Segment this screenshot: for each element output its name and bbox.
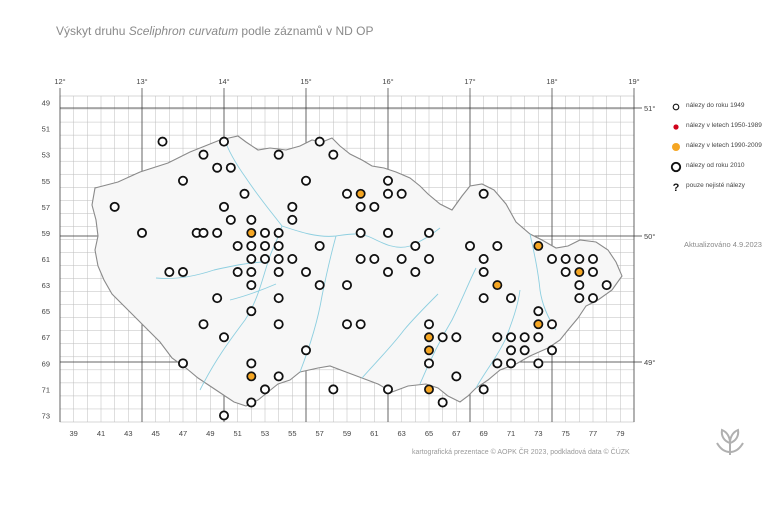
record-marker: [227, 164, 235, 172]
record-marker: [439, 333, 447, 341]
record-marker: [425, 255, 433, 263]
record-orange-marker: [357, 190, 365, 198]
record-marker: [384, 385, 392, 393]
column-label: 75: [561, 429, 570, 438]
record-marker: [425, 359, 433, 367]
longitude-label: 16°: [382, 77, 394, 86]
record-marker: [247, 268, 255, 276]
record-marker: [507, 359, 515, 367]
record-orange-marker: [425, 346, 433, 354]
record-marker: [247, 281, 255, 289]
record-marker: [480, 190, 488, 198]
svg-text:?: ?: [672, 182, 680, 193]
legend-item-post2010: [670, 160, 780, 180]
record-marker: [275, 229, 283, 237]
record-marker: [302, 346, 310, 354]
column-label: 53: [260, 429, 270, 438]
row-label: 57: [41, 202, 50, 212]
longitude-label: 12°: [54, 77, 66, 86]
row-label: 73: [41, 411, 50, 421]
record-marker: [521, 333, 529, 341]
record-orange-marker: [493, 281, 501, 289]
legend: [670, 100, 780, 200]
legend-item-uncertain: [670, 180, 780, 200]
row-label: 53: [41, 150, 50, 160]
record-marker: [384, 229, 392, 237]
row-label: 71: [41, 385, 50, 395]
record-marker: [548, 320, 556, 328]
column-label: 59: [342, 429, 352, 438]
legend-label: nálezy v letech 1990-2009: [686, 142, 762, 149]
row-label: 63: [41, 281, 50, 291]
record-marker: [534, 307, 542, 315]
record-marker: [179, 359, 187, 367]
record-marker: [213, 164, 221, 172]
record-marker: [507, 294, 515, 302]
column-label: 65: [424, 429, 434, 438]
column-label: 45: [151, 429, 160, 438]
column-label: 79: [616, 429, 625, 438]
record-marker: [384, 190, 392, 198]
row-label: 69: [41, 359, 50, 369]
grid-column-labels: [69, 429, 624, 438]
legend-label: nálezy do roku 1949: [686, 102, 745, 109]
legend-item-1990-2009: [670, 140, 780, 160]
record-marker: [466, 242, 474, 250]
record-marker: [370, 255, 378, 263]
grid-row-labels: [42, 99, 50, 421]
record-marker: [138, 229, 146, 237]
record-marker: [343, 190, 351, 198]
record-marker: [275, 320, 283, 328]
legend-label: nálezy od roku 2010: [686, 162, 745, 169]
column-label: 51: [233, 429, 242, 438]
record-marker: [343, 281, 351, 289]
column-label: 55: [288, 429, 297, 438]
record-marker: [493, 333, 501, 341]
column-label: 41: [96, 429, 106, 438]
record-marker: [220, 203, 228, 211]
record-marker: [247, 255, 255, 263]
column-label: 69: [479, 429, 488, 438]
column-label: 61: [370, 429, 379, 438]
record-marker: [521, 346, 529, 354]
title-suffix: podle záznamů v ND OP: [238, 24, 374, 38]
record-marker: [507, 333, 515, 341]
bold-open-circle-icon: [670, 161, 682, 173]
record-marker: [220, 138, 228, 146]
record-marker: [480, 268, 488, 276]
legend-label: nálezy v letech 1950-1989: [686, 122, 762, 129]
latitude-label: 49°: [644, 358, 656, 367]
record-marker: [329, 151, 337, 159]
longitude-label: 18°: [546, 77, 558, 86]
row-label: 59: [41, 228, 50, 238]
record-marker: [247, 216, 255, 224]
record-marker: [534, 359, 542, 367]
latitude-labels: [644, 104, 655, 367]
row-label: 61: [41, 255, 50, 264]
record-marker: [343, 320, 351, 328]
longitude-label: 15°: [300, 77, 312, 86]
title-prefix: Výskyt druhu: [56, 24, 129, 38]
latitude-label: 51°: [644, 104, 656, 113]
record-orange-marker: [425, 333, 433, 341]
record-marker: [179, 268, 187, 276]
record-orange-marker: [534, 242, 542, 250]
column-label: 71: [506, 429, 516, 438]
record-marker: [199, 320, 207, 328]
record-marker: [357, 203, 365, 211]
longitude-label: 17°: [464, 77, 476, 86]
legend-item-1950-1989: [670, 120, 780, 140]
legend-item-pre1949: [670, 100, 780, 120]
record-marker: [261, 255, 269, 263]
record-marker: [439, 398, 447, 406]
aopk-logo-icon: [713, 425, 747, 459]
credit-line: kartografická prezentace © AOPK ČR 2023, podkladová data © ČÚZK: [412, 449, 630, 456]
record-marker: [261, 229, 269, 237]
record-marker: [288, 255, 296, 263]
record-marker: [548, 255, 556, 263]
row-label: 65: [41, 307, 50, 317]
orange-dot-icon: [670, 141, 682, 153]
record-marker: [357, 320, 365, 328]
record-orange-marker: [534, 320, 542, 328]
column-label: 47: [178, 429, 188, 438]
record-marker: [261, 385, 269, 393]
update-date: Aktualizováno 4.9.2023: [684, 240, 762, 249]
column-label: 49: [206, 429, 215, 438]
record-marker: [452, 333, 460, 341]
record-marker: [370, 203, 378, 211]
longitude-label: 13°: [136, 77, 148, 86]
record-marker: [275, 151, 283, 159]
question-mark-icon: [670, 181, 682, 193]
record-marker: [165, 268, 173, 276]
column-label: 63: [397, 429, 406, 438]
record-marker: [357, 229, 365, 237]
record-marker: [603, 281, 611, 289]
longitude-label: 19°: [628, 77, 640, 86]
record-marker: [179, 177, 187, 185]
column-label: 77: [588, 429, 598, 438]
record-marker: [493, 359, 501, 367]
record-marker: [316, 281, 324, 289]
record-marker: [199, 229, 207, 237]
record-orange-marker: [575, 268, 583, 276]
row-label: 55: [41, 176, 50, 186]
record-marker: [384, 177, 392, 185]
record-marker: [111, 203, 119, 211]
record-marker: [220, 333, 228, 341]
record-marker: [316, 138, 324, 146]
record-marker: [411, 242, 419, 250]
record-marker: [288, 203, 296, 211]
record-marker: [199, 151, 207, 159]
record-marker: [275, 242, 283, 250]
record-marker: [425, 229, 433, 237]
row-label: 67: [41, 333, 50, 343]
row-label: 49: [41, 98, 50, 108]
column-label: 73: [534, 429, 543, 438]
record-marker: [562, 268, 570, 276]
record-marker: [316, 242, 324, 250]
record-marker: [452, 372, 460, 380]
record-marker: [247, 242, 255, 250]
small-red-dot-icon: [670, 121, 682, 133]
column-label: 67: [452, 429, 461, 438]
record-marker: [589, 255, 597, 263]
record-marker: [480, 385, 488, 393]
record-marker: [213, 229, 221, 237]
latitude-label: 50°: [644, 232, 656, 241]
record-marker: [534, 333, 542, 341]
record-marker: [220, 411, 228, 419]
record-marker: [247, 359, 255, 367]
record-marker: [507, 346, 515, 354]
record-marker: [575, 294, 583, 302]
record-marker: [275, 255, 283, 263]
record-marker: [493, 242, 501, 250]
record-marker: [398, 255, 406, 263]
legend-label: pouze nejisté nálezy: [686, 182, 745, 189]
record-marker: [480, 255, 488, 263]
record-marker: [247, 398, 255, 406]
record-marker: [302, 268, 310, 276]
record-marker: [261, 242, 269, 250]
record-marker: [288, 216, 296, 224]
record-marker: [575, 281, 583, 289]
record-orange-marker: [247, 229, 255, 237]
column-label: 39: [69, 429, 78, 438]
record-marker: [234, 242, 242, 250]
record-marker: [213, 294, 221, 302]
record-marker: [329, 385, 337, 393]
record-marker: [589, 294, 597, 302]
record-marker: [240, 190, 248, 198]
record-marker: [247, 307, 255, 315]
record-marker: [575, 255, 583, 263]
column-label: 43: [124, 429, 133, 438]
record-marker: [234, 268, 242, 276]
record-orange-marker: [425, 385, 433, 393]
record-marker: [411, 268, 419, 276]
record-marker: [562, 255, 570, 263]
longitude-label: 14°: [218, 77, 230, 86]
title-species: Sceliphron curvatum: [128, 24, 239, 38]
record-marker: [227, 216, 235, 224]
record-marker: [589, 268, 597, 276]
record-marker: [275, 372, 283, 380]
record-marker: [302, 177, 310, 185]
longitude-labels: [54, 77, 639, 86]
record-marker: [548, 346, 556, 354]
record-marker: [425, 320, 433, 328]
record-marker: [398, 190, 406, 198]
record-marker: [357, 255, 365, 263]
record-marker: [480, 294, 488, 302]
small-open-circle-icon: [670, 101, 682, 113]
row-label: 51: [41, 124, 50, 134]
record-marker: [275, 294, 283, 302]
record-marker: [384, 268, 392, 276]
record-orange-marker: [247, 372, 255, 380]
column-label: 57: [315, 429, 324, 438]
record-marker: [275, 268, 283, 276]
record-marker: [158, 138, 166, 146]
